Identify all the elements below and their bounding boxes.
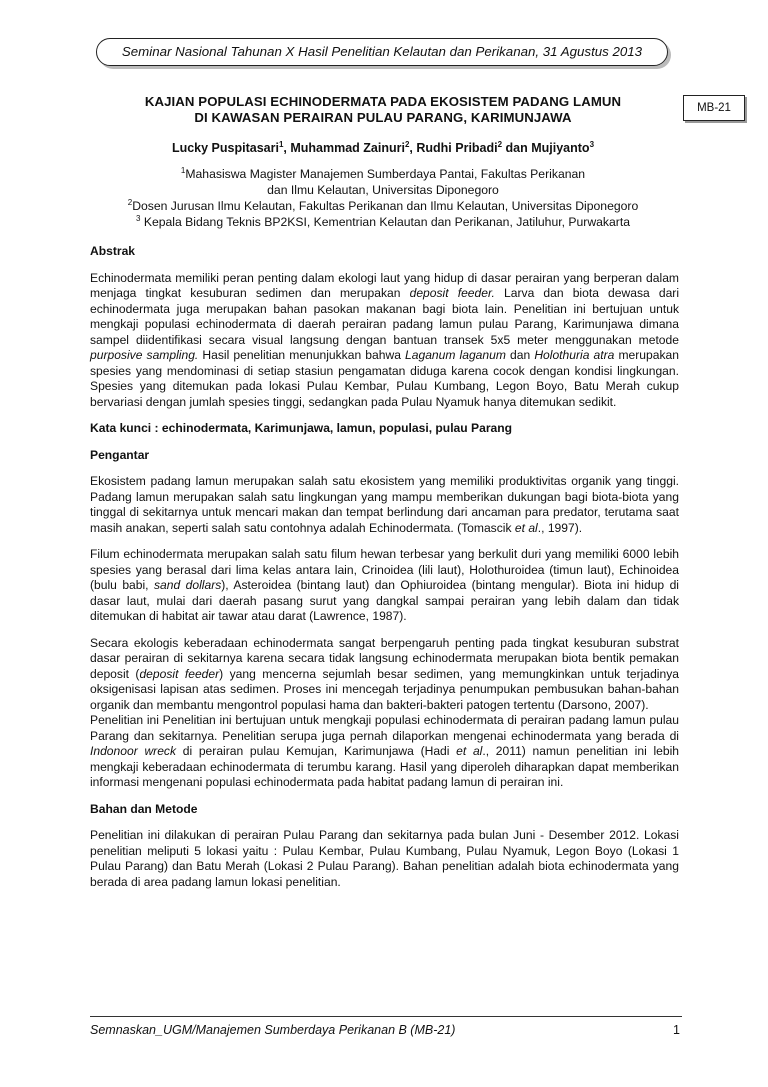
species-name: Laganum laganum [405,348,506,362]
intro-paragraph-4 [90,713,679,791]
paper-code-badge [683,95,745,121]
affiliation-1-marker: 1 [180,165,186,175]
intro-paragraph-1 [90,474,679,536]
abstract-text: dan [505,348,535,362]
affiliations [88,166,678,230]
body-text: Filum echinodermata merupakan salah satu filum hewan terbesar yang berkulit duri yang memiliki 6000 lebih spesies yang berasal dari lima kelas antara lain, Crinoidea (lili laut), Holothuroidea (timun laut), Echinoidea (bulu babi, [90,547,679,592]
body-text: Penelitian ini Penelitian ini bertujuan untuk mengkaji populasi echinodermata di perairan padang lamun pulau Parang dan sekitarnya. Penelitian serupa juga pernah dilaporkan mengenai echinodermata yang berada di [90,713,679,743]
author-list [88,140,678,156]
abstract-paragraph [90,271,679,411]
abstract-italic: purposive sampling. [90,348,199,362]
paper-title [88,94,678,126]
body-text: Secara ekologis keberadaan echinodermata sangat berpengaruh penting pada tingkat kesuburan substrat dasar perairan di sekitarnya karena secara tidak langsung echinodermata merupakan biota bentik pemakan deposit ( [90,635,679,681]
keywords: Kata kunci : echinodermata, Karimunjawa, lamun, populasi, pulau Parang [90,421,513,435]
title-line-2: DI KAWASAN PERAIRAN PULAU PARANG, KARIMUNJAWA [194,110,572,125]
paper-body [90,244,679,901]
author-1-affil: 1 [278,139,284,149]
methods-heading: Bahan dan Metode [90,801,198,816]
affiliation-3 [88,214,678,230]
affiliation-1-line-1: Mahasiswa Magister Manajemen Sumberdaya Pantai, Fakultas Perikanan [185,167,586,181]
author-4: Mujiyanto [531,141,590,155]
author-separator: , [283,141,291,155]
species-name: Holothuria atra [534,348,615,362]
abstract-heading: Abstrak [90,244,136,258]
footer-text: Semnaskan_UGM/Manajemen Sumberdaya Perikanan B (MB-21) [90,1023,456,1037]
body-italic: Indonoor wreck [90,744,177,758]
author-2: Muhammad Zainuri [290,141,405,155]
body-italic: et al [514,520,538,535]
title-line-1: KAJIAN POPULASI ECHINODERMATA PADA EKOSISTEM PADANG LAMUN [144,94,622,109]
abstract-text: merupakan spesies yang mendominasi di setiap stasiun pengamatan diduga karena cocok dengan kondisi lingkungan. Spesies yang ditemukan pada lokasi Pulau Kembar, Pulau Kumbang, Legon Boyo, Batu Merah cukup bervariasi dengan jumlah spesies tinggi, sedangkan pada Pulau Nyamuk hanya ditemukan sedikit. [90,348,679,409]
page-footer [90,1022,680,1038]
abstract-text: Larva dan biota dewasa dari echinodermata juga merupakan bahan pasokan makanan bagi biota lain. Penelitian ini bertujuan untuk mengkaji populasi echinodermata di daerah perairan padang lamun pulau Parang, Karimunjawa dimana sampel diidentifikasi secara visual langsung dengan bantuan transek 5x5 meter menggunakan metode [90,286,680,347]
conference-header-text: Seminar Nasional Tahunan X Hasil Penelitian Kelautan dan Perikanan, 31 Agustus 2013 [121,44,643,59]
body-text: ., 1997). [537,520,583,535]
abstract-text: Echinodermata memiliki peran penting dalam ekologi laut yang hidup di dasar perairan yang berperan dalam menjaga tingkat kesuburan sedimen dan merupakan [90,270,679,300]
author-separator: , [409,141,417,155]
affiliation-1 [88,166,678,182]
affiliation-2-marker: 2 [127,197,133,207]
page-number: 1 [673,1023,680,1037]
author-2-affil: 2 [404,139,410,149]
intro-paragraph-3 [90,636,679,714]
author-4-affil: 3 [589,139,595,149]
body-text: ., 2011) namun penelitian ini lebih mengkaji keberadaan echinodermata di terumbu karang. Hasil yang diperoleh diharapkan dapat memberikan informasi mengenani populasi echinodermata pada habitat padang lamun di perairan ini. [90,744,680,789]
author-3-affil: 2 [497,139,503,149]
body-italic: deposit feeder [139,666,220,681]
body-italic: et al [456,744,483,758]
body-italic: sand dollars [153,578,222,592]
methods-paragraph-1: Penelitian ini dilakukan di perairan Pulau Parang dan sekitarnya pada bulan Juni - Desember 2012. Lokasi penelitian meliputi 5 lokasi yaitu : Pulau Kembar, Pulau Kumbang, Pulau Nyamuk, Legon Boyo (Lokasi 1 Pulau Parang) dan Batu Merah (Lokasi 2 Pulau Parang). Bahan penelitian adalah biota echinodermata yang berada di area padang lamun lokasi penelitian. [90,828,679,889]
abstract-italic: deposit feeder. [409,286,495,300]
intro-paragraph-2 [90,547,679,625]
footer-divider [90,1016,682,1017]
body-text: ), Asteroidea (bintang laut) dan Ophiuroidea (bintang mengular). Biota ini hidup di dasar laut, mulai dari daerah pasang surut yang dangkal sampai perairan yang lebih dalam dan tidak ditemukan di habitat air tawar atau darat (Lawrence, 1987). [90,578,679,623]
author-and: dan [502,141,532,155]
conference-header [96,38,668,66]
paper-code-text: MB-21 [697,102,731,114]
author-1: Lucky Puspitasari [171,141,279,155]
body-text: Ekosistem padang lamun merupakan salah satu ekosistem yang memiliki produktivitas organik yang tinggi. Padang lamun merupakan salah satu lingkungan yang mampu memberikan dukungan bagi biota-biota yang tinggal di sekitarnya untuk mencari makan dan tempat berlindung dari ancaman para predator, terutama saat masih anakan, seperti salah satu contohnya adalah Echinodermata. (Tomascik [90,474,679,535]
affiliation-2 [88,198,678,214]
affiliation-2-text: Dosen Jurusan Ilmu Kelautan, Fakultas Perikanan dan Ilmu Kelautan, Universitas Diponegoro [132,199,639,213]
affiliation-3-marker: 3 [135,213,141,223]
affiliation-3-text: Kepala Bidang Teknis BP2KSI, Kementrian Kelautan dan Perikanan, Jatiluhur, Purwakarta [143,215,631,229]
affiliation-1-cont: dan Ilmu Kelautan, Universitas Diponegoro [267,183,499,197]
body-text: ) yang mencerna sejumlah besar sedimen, yang memungkinkan untuk terjadinya oksigenisasi lapisan atas sedimen. Proses ini mencegah terjadinya penumpukan pembusukan bahan-bahan organik dan membantu mengontrol populasi hama dan bakteri-bakteri patogen tertentu (Darsono, 2007). [90,666,679,712]
abstract-text: Hasil penelitian menunjukkan bahwa [198,348,406,362]
body-text: di perairan pulau Kemujan, Karimunjawa (Hadi [176,744,457,758]
author-3: Rudhi Pribadi [416,141,498,155]
intro-heading: Pengantar [90,447,150,462]
